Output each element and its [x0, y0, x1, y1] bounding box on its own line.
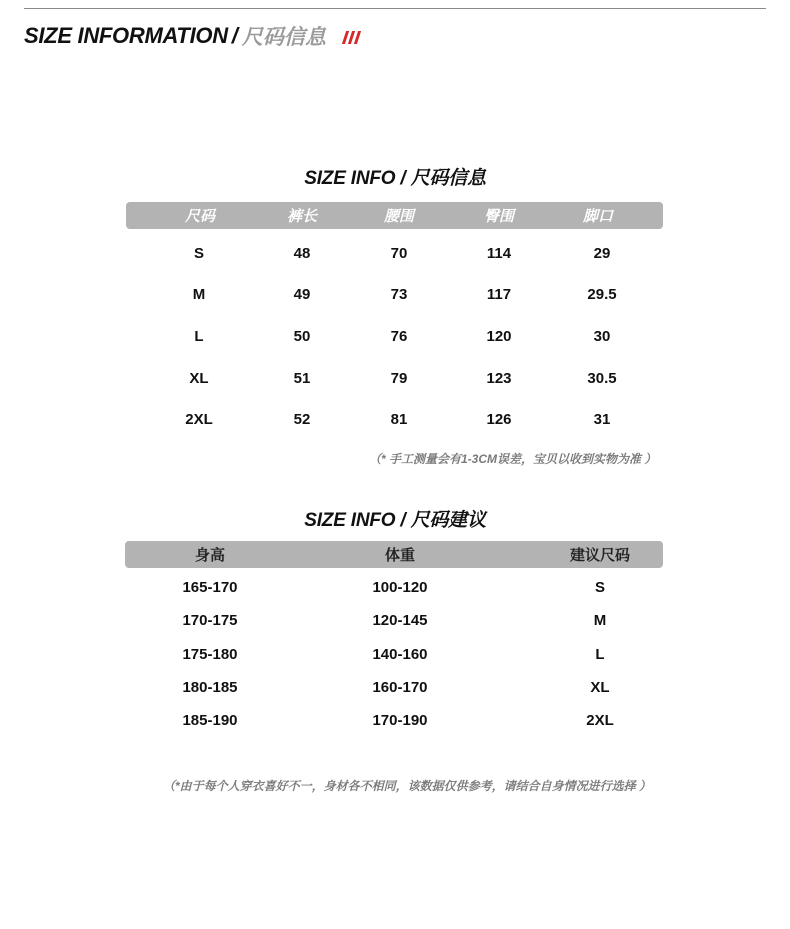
waist-cell: 79: [390, 370, 408, 387]
weight-cell: 160-170: [372, 679, 428, 696]
height-cell: 175-180: [182, 646, 238, 663]
hem-col-header: 脚口: [582, 208, 613, 225]
table-row: [0, 676, 790, 700]
size-col-header: 尺码: [184, 208, 215, 225]
header-separator: /: [231, 23, 238, 48]
table-row: [0, 283, 790, 307]
hip-cell: 120: [486, 328, 512, 345]
weight-cell: 120-145: [372, 612, 428, 629]
size-cell: XL: [189, 370, 209, 387]
table-row: [0, 325, 790, 349]
table-row: [0, 576, 790, 600]
hem-cell: 30.5: [587, 370, 617, 387]
suggested-size-col-header: 建议尺码: [569, 547, 630, 564]
size-cell: L: [194, 328, 204, 345]
top-divider: [24, 8, 766, 9]
waist-col-header: 腰围: [383, 208, 414, 225]
waist-cell: 70: [390, 245, 408, 262]
size-cell: 2XL: [185, 411, 213, 428]
measurement-note: （* 手工测量会有1-3CM误差，宝贝以收到实物为准 ）: [369, 452, 657, 466]
length-cell: 50: [293, 328, 311, 345]
recommendation-note: （*由于每个人穿衣喜好不一，身材各不相同，该数据仅供参考，请结合自身情况进行选择 ）: [163, 779, 652, 793]
recommend-table-header: [125, 541, 663, 568]
suggested-size-cell: L: [595, 646, 605, 663]
header-title-cn: 尺码信息: [241, 26, 326, 49]
hem-cell: 29.5: [587, 286, 617, 303]
size-table-header: [126, 202, 663, 229]
hip-cell: 114: [486, 245, 512, 262]
table-row: [0, 643, 790, 667]
weight-col-header: 体重: [384, 547, 415, 564]
weight-cell: 140-160: [372, 646, 428, 663]
hip-cell: 123: [486, 370, 512, 387]
height-col-header: 身高: [194, 547, 225, 564]
size-cell: M: [192, 286, 206, 303]
length-cell: 49: [293, 286, 311, 303]
hem-cell: 29: [593, 245, 611, 262]
size-cell: S: [193, 245, 204, 262]
suggested-size-cell: S: [594, 579, 605, 596]
hip-cell: 126: [486, 411, 512, 428]
height-cell: 165-170: [182, 579, 238, 596]
height-cell: 180-185: [182, 679, 238, 696]
waist-cell: 73: [390, 286, 408, 303]
table-row: [0, 408, 790, 432]
table-row: [0, 609, 790, 633]
height-cell: 170-175: [182, 612, 238, 629]
length-cell: 52: [293, 411, 311, 428]
recommend-table-title: SIZE INFO / 尺码建议: [304, 510, 486, 531]
table-row: [0, 709, 790, 733]
slash-accent-icon: [344, 31, 362, 44]
suggested-size-cell: XL: [590, 679, 610, 696]
length-cell: 48: [293, 245, 311, 262]
suggested-size-cell: 2XL: [586, 712, 614, 729]
length-col-header: 裤长: [286, 208, 317, 225]
header-title-en: SIZE INFORMATION: [24, 23, 228, 48]
hip-cell: 117: [486, 286, 512, 303]
suggested-size-cell: M: [593, 612, 607, 629]
hip-col-header: 臀围: [483, 208, 514, 225]
waist-cell: 81: [390, 411, 408, 428]
page-header: [24, 20, 362, 52]
weight-cell: 170-190: [372, 712, 428, 729]
size-table-title: SIZE INFO / 尺码信息: [304, 168, 486, 189]
height-cell: 185-190: [182, 712, 238, 729]
waist-cell: 76: [390, 328, 408, 345]
table-row: [0, 242, 790, 266]
length-cell: 51: [293, 370, 311, 387]
weight-cell: 100-120: [372, 579, 428, 596]
table-row: [0, 367, 790, 391]
hem-cell: 31: [593, 411, 611, 428]
hem-cell: 30: [593, 328, 611, 345]
